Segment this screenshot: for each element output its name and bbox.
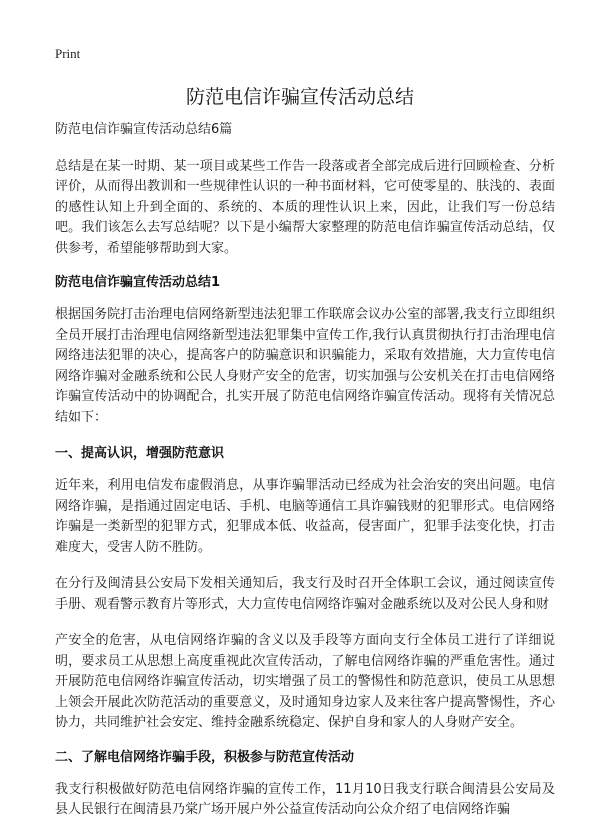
section-1-paragraph: 根据国务院打击治理电信网络新型违法犯罪工作联席会议办公室的部署,我支行立即组织全员开展打击治理电信网络新型违法犯罪集中宣传工作,我行认真贯彻执行打击治理电信网络违法犯罪的决心，提高客户的防骗意识和识骗能力，采取有效措施，大力宣传电信网络诈骗对金融系统和公民人身财产安全的危害，切实加强与公安机关在打击电信网络诈骗宣传活动中的协调配合，扎实开展了防范电信网络诈骗宣传活动。现将有关情况总结如下： xyxy=(55,307,555,425)
document-body xyxy=(55,120,555,821)
document-title: 防范电信诈骗宣传活动总结 xyxy=(185,86,414,108)
paragraph-understand-a: 我支行积极做好防范电信网络诈骗的宣传工作，11月10日我支行联合闽清县公安局及县人民银行在闽清县乃棠广场开展户外公益宣传活动向公众介绍了电信网络诈骗 xyxy=(55,781,555,817)
heading-raise-awareness: 一、提高认识，增强防范意识 xyxy=(55,446,225,461)
paragraph-awareness-b: 在分行及闽清县公安局下发相关通知后，我支行及时召开全体职工会议，通过阅读宣传手册、观看警示教育片等形式，大力宣传电信网络诈骗对金融系统以及对公民人身和财 xyxy=(55,576,555,612)
heading-understand-fraud: 二、了解电信网络诈骗手段，积极参与防范宣传活动 xyxy=(55,749,355,765)
document-subtitle: 防范电信诈骗宣传活动总结6篇 xyxy=(55,122,233,137)
section-heading-1: 防范电信诈骗宣传活动总结1 xyxy=(55,275,221,290)
paragraph-awareness-c: 产安全的危害，从电信网络诈骗的含义以及手段等方面向支行全体员工进行了详细说明，要求员工从思想上高度重视此次宣传活动，了解电信网络诈骗的严重危害性。通过开展防范电信网络诈骗宣传活动，切实增强了员工的警惕性和防范意识，使员工从思想上领会开展此次防范活动的重要意义，及时通知身边家人及来往客户提高警惕性，齐心协力，共同维护社会安定、维持金融系统稳定、保护自身和家人的人身财产安全。 xyxy=(55,633,555,730)
intro-paragraph: 总结是在某一时期、某一项目或某些工作告一段落或者全部完成后进行回顾检查、分析评价，从而得出教训和一些规律性认识的一种书面材料，它可使零星的、肤浅的、表面的感性认知上升到全面的、系统的、本质的理性认识上来，因此，让我们写一份总结吧。我们该怎么去写总结呢？以下是小编帮大家整理的防范电信诈骗宣传活动总结，仅供参考，希望能够帮助到大家。 xyxy=(55,158,555,256)
paragraph-awareness-a: 近年来，利用电信发布虚假消息，从事诈骗罪活动已经成为社会治安的突出问题。电信网络诈骗，是指通过固定电话、手机、电脑等通信工具诈骗钱财的犯罪形式。电信网络诈骗是一类新型的犯罪方式，犯罪成本低、收益高，侵害面广，犯罪手法变化快，打击难度大，受害人防不胜防。 xyxy=(55,478,555,555)
print-link[interactable]: Print xyxy=(55,46,81,61)
